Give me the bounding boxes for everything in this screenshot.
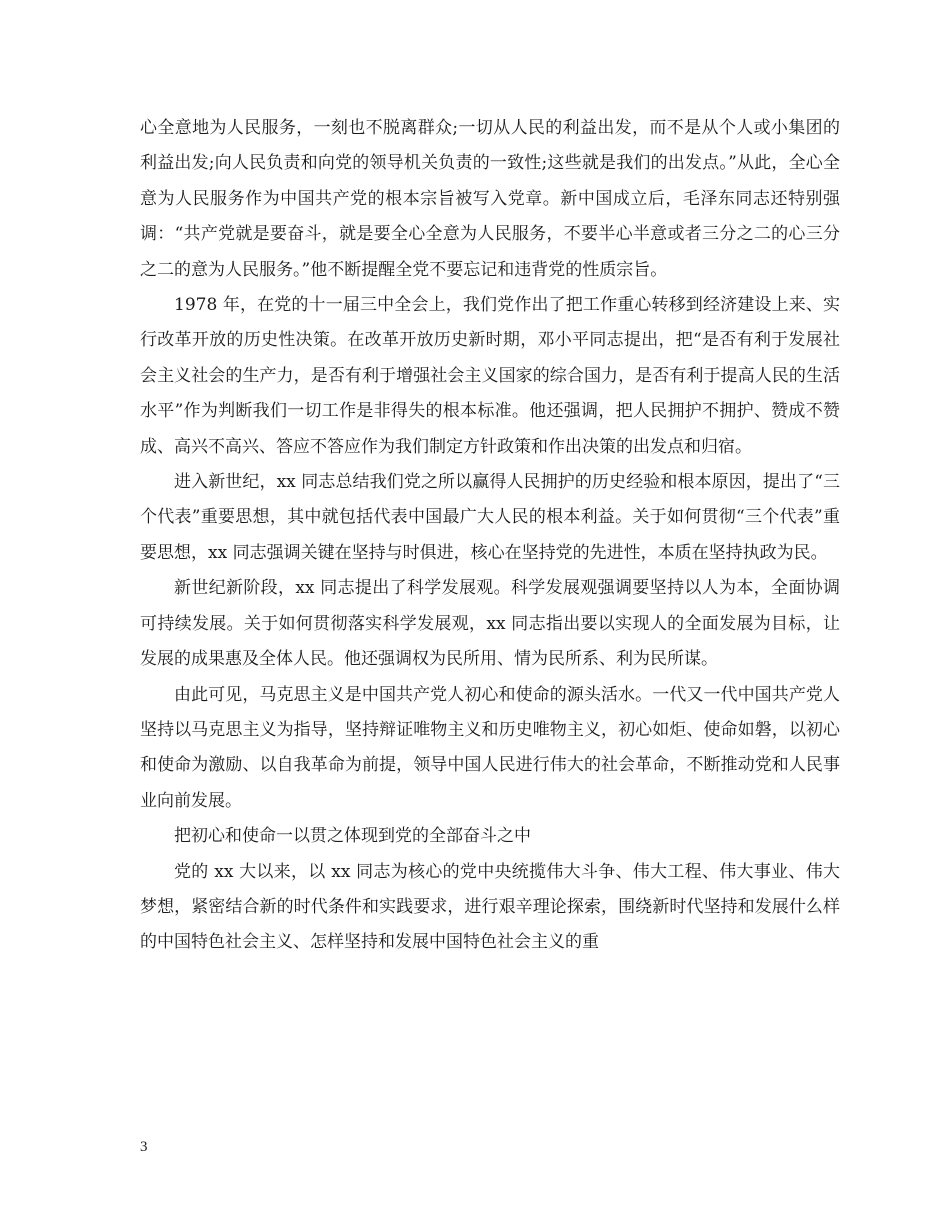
page-number: 3 bbox=[140, 1139, 148, 1155]
paragraph-congress: 党的 xx 大以来，以 xx 同志为核心的党中央统揽伟大斗争、伟大工程、伟大事业、伟大梦想，紧密结合新的时代条件和实践要求，进行艰辛理论探索，围绕新时代坚持和发展什么样的中国特色社会主义、怎样坚持和发展中国特色社会主义的重 bbox=[140, 861, 840, 953]
paragraph-new-century: 进入新世纪，xx 同志总结我们党之所以赢得人民拥护的历史经验和根本原因，提出了“三个代表”重要思想，其中就包括代表中国最广大人民的根本利益。关于如何贯彻“三个代表”重要思想，xx 同志强调关键在坚持与时俱进，核心在坚持党的先进性，本质在坚持执政为民。 bbox=[140, 472, 840, 563]
paragraph-continued: 心全意地为人民服务，一刻也不脱离群众;一切从人民的利益出发，而不是从个人或小集团的利益出发;向人民负责和向党的领导机关负责的一致性;这些就是我们的出发点。”从此，全心全意为人民服务作为中国共产党的根本宗旨被写入党章。新中国成立后，毛泽东同志还特别强调：“共产党就是要奋斗，就是要全心全意为人民服务，不要半心半意或者三分之二的心三分之二的意为人民服务。”他不断提醒全党不要忘记和违背党的性质宗旨。 bbox=[140, 118, 840, 280]
paragraph-1978: 1978 年，在党的十一届三中全会上，我们党作出了把工作重心转移到经济建设上来、实行改革开放的历史性决策。在改革开放历史新时期，邓小平同志提出，把“是否有利于发展社会主义社会的生产力，是否有利于增强社会主义国家的综合国力，是否有利于提高人民的生活水平”作为判断我们一切工作是非得失的根本标准。他还强调，把人民拥护不拥护、赞成不赞成、高兴不高兴、答应不答应作为我们制定方针政策和作出决策的出发点和归宿。 bbox=[140, 295, 840, 457]
document-body bbox=[140, 111, 840, 961]
paragraph-new-stage: 新世纪新阶段，xx 同志提出了科学发展观。科学发展观强调要坚持以人为本，全面协调可持续发展。关于如何贯彻落实科学发展观，xx 同志指出要以实现人的全面发展为目标，让发展的成果惠及全体人民。他还强调权为民所用、情为民所系、利为民所谋。 bbox=[140, 578, 840, 670]
paragraph-conclusion: 由此可见，马克思主义是中国共产党人初心和使命的源头活水。一代又一代中国共产党人坚持以马克思主义为指导，坚持辩证唯物主义和历史唯物主义，初心如炬、使命如磐，以初心和使命为激励、以自我革命为前提，领导中国人民进行伟大的社会革命，不断推动党和人民事业向前发展。 bbox=[140, 684, 840, 811]
section-heading: 把初心和使命一以贯之体现到党的全部奋斗之中 bbox=[174, 826, 531, 847]
